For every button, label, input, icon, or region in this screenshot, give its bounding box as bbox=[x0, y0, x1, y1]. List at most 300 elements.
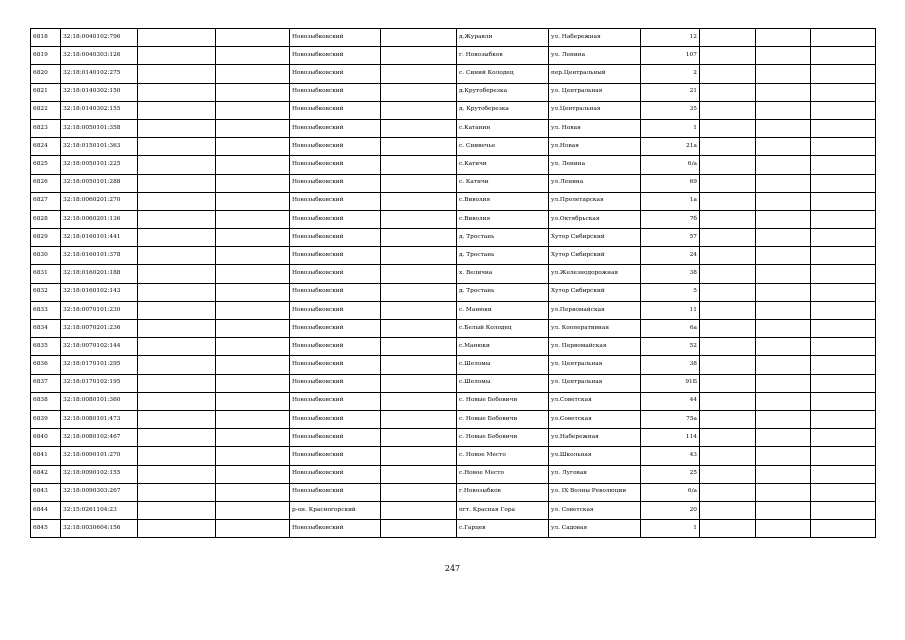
cell-settlement: с.Катанин bbox=[457, 119, 549, 137]
cell-empty bbox=[216, 229, 290, 247]
cell-row-number: 6845 bbox=[31, 520, 61, 538]
cell-settlement: с. Новое Место bbox=[457, 447, 549, 465]
cell-street: ул.Советская bbox=[549, 410, 641, 428]
cell-empty bbox=[700, 520, 756, 538]
cell-empty bbox=[216, 83, 290, 101]
cell-empty bbox=[138, 465, 216, 483]
cell-settlement: д. Тростань bbox=[457, 283, 549, 301]
cell-district: Новозыбковский bbox=[290, 229, 381, 247]
cell-empty bbox=[381, 174, 457, 192]
cell-cadastral-number: 32:18:0040102:796 bbox=[61, 29, 138, 47]
cell-street: ул. Первомайская bbox=[549, 338, 641, 356]
cell-row-number: 6835 bbox=[31, 338, 61, 356]
cell-cadastral-number: 32:18:0150101:363 bbox=[61, 138, 138, 156]
table-row bbox=[31, 320, 876, 338]
cell-empty bbox=[700, 301, 756, 319]
table-row bbox=[31, 119, 876, 137]
cell-settlement: с. Снивечье bbox=[457, 138, 549, 156]
cell-empty bbox=[700, 229, 756, 247]
cell-empty bbox=[381, 410, 457, 428]
cell-empty bbox=[216, 65, 290, 83]
cell-empty bbox=[756, 119, 811, 137]
cell-empty bbox=[700, 29, 756, 47]
cell-empty bbox=[138, 174, 216, 192]
cell-cadastral-number: 32:18:0070101:230 bbox=[61, 301, 138, 319]
cell-empty bbox=[811, 83, 876, 101]
cell-cadastral-number: 32:18:0080102:467 bbox=[61, 429, 138, 447]
table-row bbox=[31, 301, 876, 319]
cell-empty bbox=[756, 156, 811, 174]
cell-empty bbox=[381, 47, 457, 65]
cell-empty bbox=[216, 356, 290, 374]
cell-row-number: 6842 bbox=[31, 465, 61, 483]
cell-cadastral-number: 32:18:0050101:225 bbox=[61, 156, 138, 174]
cell-empty bbox=[700, 174, 756, 192]
cell-empty bbox=[216, 156, 290, 174]
cell-settlement: х. Велична bbox=[457, 265, 549, 283]
table-row bbox=[31, 83, 876, 101]
cell-empty bbox=[138, 83, 216, 101]
cell-house-number: 12 bbox=[641, 29, 700, 47]
cell-empty bbox=[700, 192, 756, 210]
cell-house-number: 91Б bbox=[641, 374, 700, 392]
cell-empty bbox=[700, 429, 756, 447]
cell-row-number: 6823 bbox=[31, 119, 61, 137]
cell-row-number: 6819 bbox=[31, 47, 61, 65]
table-row bbox=[31, 138, 876, 156]
cell-cadastral-number: 32:18:0140302:150 bbox=[61, 83, 138, 101]
cell-street: ул.Новая bbox=[549, 138, 641, 156]
cell-settlement: д. Тростань bbox=[457, 247, 549, 265]
cell-empty bbox=[700, 392, 756, 410]
table-row bbox=[31, 192, 876, 210]
cell-cadastral-number: 32:18:0090102:155 bbox=[61, 465, 138, 483]
cell-district: Новозыбковский bbox=[290, 192, 381, 210]
cell-empty bbox=[811, 65, 876, 83]
cell-empty bbox=[756, 301, 811, 319]
cell-empty bbox=[381, 138, 457, 156]
cell-empty bbox=[700, 210, 756, 228]
cell-district: Новозыбковский bbox=[290, 156, 381, 174]
cell-district: Новозыбковский bbox=[290, 301, 381, 319]
cell-settlement: с. Синий Колодец bbox=[457, 65, 549, 83]
table-row bbox=[31, 101, 876, 119]
table-body bbox=[31, 29, 876, 538]
cell-empty bbox=[700, 356, 756, 374]
cell-district: Новозыбковский bbox=[290, 520, 381, 538]
cell-cadastral-number: 32:18:0060201:136 bbox=[61, 210, 138, 228]
cell-empty bbox=[381, 119, 457, 137]
cell-empty bbox=[138, 374, 216, 392]
table-row bbox=[31, 392, 876, 410]
cell-house-number: 6/а bbox=[641, 156, 700, 174]
cell-empty bbox=[756, 392, 811, 410]
cell-cadastral-number: 32:18:0030604:156 bbox=[61, 520, 138, 538]
cell-cadastral-number: 32:18:0040303:126 bbox=[61, 47, 138, 65]
cell-empty bbox=[700, 483, 756, 501]
cell-empty bbox=[811, 101, 876, 119]
cell-empty bbox=[811, 301, 876, 319]
cell-empty bbox=[811, 47, 876, 65]
cell-empty bbox=[811, 356, 876, 374]
cell-row-number: 6820 bbox=[31, 65, 61, 83]
cell-district: Новозыбковский bbox=[290, 101, 381, 119]
cell-house-number: 69 bbox=[641, 174, 700, 192]
cell-empty bbox=[216, 192, 290, 210]
table-row bbox=[31, 410, 876, 428]
cell-settlement: с. Манюки bbox=[457, 301, 549, 319]
cell-empty bbox=[700, 119, 756, 137]
cell-empty bbox=[811, 338, 876, 356]
cell-empty bbox=[138, 192, 216, 210]
cell-empty bbox=[756, 265, 811, 283]
cell-district: Новозыбковский bbox=[290, 29, 381, 47]
cell-district: Новозыбковский bbox=[290, 119, 381, 137]
cell-empty bbox=[811, 501, 876, 519]
cell-house-number: 6а bbox=[641, 320, 700, 338]
cell-empty bbox=[811, 119, 876, 137]
cell-cadastral-number: 32:18:0160101:441 bbox=[61, 229, 138, 247]
cell-empty bbox=[216, 320, 290, 338]
cell-house-number: 52 bbox=[641, 338, 700, 356]
cell-empty bbox=[756, 374, 811, 392]
cell-house-number: 2 bbox=[641, 65, 700, 83]
cell-settlement: с.Виволия bbox=[457, 210, 549, 228]
cell-house-number: 44 bbox=[641, 392, 700, 410]
cell-empty bbox=[756, 174, 811, 192]
cell-empty bbox=[756, 29, 811, 47]
cell-cadastral-number: 32:18:0080101:360 bbox=[61, 392, 138, 410]
cell-settlement: с.Белый Колодец bbox=[457, 320, 549, 338]
table-row bbox=[31, 156, 876, 174]
cell-district: Новозыбковский bbox=[290, 83, 381, 101]
cell-empty bbox=[811, 174, 876, 192]
table-row bbox=[31, 47, 876, 65]
cell-street: ул.Пролетарская bbox=[549, 192, 641, 210]
cell-empty bbox=[138, 156, 216, 174]
cell-street: ул. Садовая bbox=[549, 520, 641, 538]
cell-street: ул.Первомайская bbox=[549, 301, 641, 319]
cell-empty bbox=[216, 29, 290, 47]
cell-row-number: 6827 bbox=[31, 192, 61, 210]
cell-cadastral-number: 32:18:0060201:270 bbox=[61, 192, 138, 210]
cell-empty bbox=[811, 29, 876, 47]
cell-empty bbox=[811, 156, 876, 174]
cell-empty bbox=[216, 465, 290, 483]
cell-empty bbox=[811, 410, 876, 428]
cell-district: Новозыбковский bbox=[290, 320, 381, 338]
cell-empty bbox=[756, 483, 811, 501]
cell-row-number: 6824 bbox=[31, 138, 61, 156]
cell-empty bbox=[381, 392, 457, 410]
cell-empty bbox=[381, 374, 457, 392]
table-row bbox=[31, 465, 876, 483]
cell-district: Новозыбковский bbox=[290, 174, 381, 192]
cell-empty bbox=[811, 447, 876, 465]
cell-cadastral-number: 32:18:0070102:144 bbox=[61, 338, 138, 356]
table-row bbox=[31, 247, 876, 265]
cell-empty bbox=[216, 119, 290, 137]
cell-empty bbox=[216, 374, 290, 392]
cell-row-number: 6828 bbox=[31, 210, 61, 228]
cell-street: ул. Центральная bbox=[549, 83, 641, 101]
cell-empty bbox=[138, 265, 216, 283]
cell-empty bbox=[138, 229, 216, 247]
cell-empty bbox=[756, 283, 811, 301]
cell-empty bbox=[216, 301, 290, 319]
cell-district: Новозыбковский bbox=[290, 465, 381, 483]
cell-street: Хутор Сибирский bbox=[549, 283, 641, 301]
cell-house-number: 38 bbox=[641, 265, 700, 283]
cell-empty bbox=[756, 465, 811, 483]
cell-row-number: 6832 bbox=[31, 283, 61, 301]
cell-row-number: 6836 bbox=[31, 356, 61, 374]
cell-empty bbox=[700, 47, 756, 65]
cell-empty bbox=[381, 283, 457, 301]
cell-empty bbox=[700, 320, 756, 338]
cell-district: Новозыбковский bbox=[290, 247, 381, 265]
cell-house-number: 1 bbox=[641, 119, 700, 137]
cell-cadastral-number: 32:18:0160101:378 bbox=[61, 247, 138, 265]
cell-house-number: 20 bbox=[641, 501, 700, 519]
cell-empty bbox=[811, 520, 876, 538]
cell-empty bbox=[381, 101, 457, 119]
cell-street: ул.Школьная bbox=[549, 447, 641, 465]
cell-street: ул. Набережная bbox=[549, 29, 641, 47]
cell-empty bbox=[138, 210, 216, 228]
cell-street: ул.Октябрьская bbox=[549, 210, 641, 228]
cell-cadastral-number: 32:18:0160102:143 bbox=[61, 283, 138, 301]
cell-settlement: д. Крутоберезка bbox=[457, 101, 549, 119]
cell-street: ул.Железнодорожная bbox=[549, 265, 641, 283]
cell-empty bbox=[138, 47, 216, 65]
cell-district: Новозыбковский bbox=[290, 65, 381, 83]
cell-house-number: 5 bbox=[641, 283, 700, 301]
cell-district: Новозыбковский bbox=[290, 374, 381, 392]
cell-empty bbox=[811, 374, 876, 392]
cell-empty bbox=[381, 520, 457, 538]
cell-house-number: 24 bbox=[641, 247, 700, 265]
cell-empty bbox=[138, 138, 216, 156]
cell-empty bbox=[700, 265, 756, 283]
cell-street: ул. Центральная bbox=[549, 356, 641, 374]
cell-empty bbox=[381, 192, 457, 210]
cell-row-number: 6822 bbox=[31, 101, 61, 119]
cell-row-number: 6840 bbox=[31, 429, 61, 447]
cell-empty bbox=[756, 520, 811, 538]
table-row bbox=[31, 29, 876, 47]
cell-empty bbox=[756, 192, 811, 210]
cell-street: пер.Центральный bbox=[549, 65, 641, 83]
cell-empty bbox=[700, 247, 756, 265]
cell-empty bbox=[216, 138, 290, 156]
cell-empty bbox=[381, 320, 457, 338]
cell-house-number: 114 bbox=[641, 429, 700, 447]
cell-empty bbox=[216, 520, 290, 538]
cell-cadastral-number: 32:18:0080101:473 bbox=[61, 410, 138, 428]
cell-district: Новозыбковский bbox=[290, 483, 381, 501]
cell-empty bbox=[756, 410, 811, 428]
cell-settlement: д.Крутоберезка bbox=[457, 83, 549, 101]
cell-empty bbox=[756, 320, 811, 338]
cell-empty bbox=[381, 338, 457, 356]
cell-row-number: 6839 bbox=[31, 410, 61, 428]
cell-empty bbox=[756, 210, 811, 228]
cell-district: Новозыбковский bbox=[290, 356, 381, 374]
cell-row-number: 6833 bbox=[31, 301, 61, 319]
cell-street: Хутор Сибирский bbox=[549, 229, 641, 247]
cell-empty bbox=[811, 247, 876, 265]
cell-row-number: 6826 bbox=[31, 174, 61, 192]
cell-empty bbox=[138, 483, 216, 501]
cell-district: Новозыбковский bbox=[290, 265, 381, 283]
cell-cadastral-number: 32:18:0070201:236 bbox=[61, 320, 138, 338]
cell-empty bbox=[811, 320, 876, 338]
cell-empty bbox=[381, 447, 457, 465]
cell-empty bbox=[138, 65, 216, 83]
cell-row-number: 6830 bbox=[31, 247, 61, 265]
table-row bbox=[31, 501, 876, 519]
cell-row-number: 6818 bbox=[31, 29, 61, 47]
table-row bbox=[31, 265, 876, 283]
cell-empty bbox=[756, 356, 811, 374]
cell-empty bbox=[138, 392, 216, 410]
cell-empty bbox=[381, 229, 457, 247]
cell-empty bbox=[756, 138, 811, 156]
cell-empty bbox=[381, 265, 457, 283]
cell-empty bbox=[700, 65, 756, 83]
cell-empty bbox=[216, 410, 290, 428]
cell-settlement: г.Новозыбков bbox=[457, 483, 549, 501]
table-row bbox=[31, 210, 876, 228]
cell-row-number: 6843 bbox=[31, 483, 61, 501]
cell-empty bbox=[381, 483, 457, 501]
cell-empty bbox=[381, 247, 457, 265]
cell-empty bbox=[756, 247, 811, 265]
cell-empty bbox=[138, 410, 216, 428]
cell-settlement: пгт. Красная Гора bbox=[457, 501, 549, 519]
cell-settlement: д.Журавли bbox=[457, 29, 549, 47]
cell-cadastral-number: 32:18:0090303:267 bbox=[61, 483, 138, 501]
table-row bbox=[31, 356, 876, 374]
cell-empty bbox=[811, 483, 876, 501]
cell-house-number: 21а bbox=[641, 138, 700, 156]
cell-cadastral-number: 32:18:0140102:275 bbox=[61, 65, 138, 83]
cell-empty bbox=[811, 138, 876, 156]
cell-street: ул. Советская bbox=[549, 501, 641, 519]
cell-empty bbox=[700, 465, 756, 483]
cell-empty bbox=[700, 138, 756, 156]
cell-street: ул. IX Волны Революции bbox=[549, 483, 641, 501]
cell-empty bbox=[700, 156, 756, 174]
cell-district: Новозыбковский bbox=[290, 447, 381, 465]
cell-house-number: 21 bbox=[641, 83, 700, 101]
cell-empty bbox=[138, 320, 216, 338]
cell-cadastral-number: 32:18:0050101:358 bbox=[61, 119, 138, 137]
cell-settlement: с. Новые Бобовичи bbox=[457, 429, 549, 447]
cell-district: Новозыбковский bbox=[290, 338, 381, 356]
cell-cadastral-number: 32:18:0170101:295 bbox=[61, 356, 138, 374]
cell-empty bbox=[138, 447, 216, 465]
cell-house-number: 75а bbox=[641, 410, 700, 428]
cell-cadastral-number: 32:15:0261104:23 bbox=[61, 501, 138, 519]
cell-row-number: 6841 bbox=[31, 447, 61, 465]
cell-empty bbox=[811, 210, 876, 228]
table-row bbox=[31, 374, 876, 392]
cell-house-number: 25 bbox=[641, 465, 700, 483]
cell-empty bbox=[756, 447, 811, 465]
cell-empty bbox=[700, 410, 756, 428]
page-number: 247 bbox=[444, 564, 461, 573]
cell-street: ул. Кооперативная bbox=[549, 320, 641, 338]
cell-settlement: с.Шеломы bbox=[457, 356, 549, 374]
cell-row-number: 6821 bbox=[31, 83, 61, 101]
cell-empty bbox=[756, 83, 811, 101]
cell-house-number: 43 bbox=[641, 447, 700, 465]
cell-empty bbox=[756, 429, 811, 447]
table-row bbox=[31, 338, 876, 356]
cell-house-number: 11 bbox=[641, 301, 700, 319]
cell-empty bbox=[138, 429, 216, 447]
cell-settlement: д. Тростань bbox=[457, 229, 549, 247]
cell-empty bbox=[756, 101, 811, 119]
cell-empty bbox=[811, 192, 876, 210]
cell-empty bbox=[381, 501, 457, 519]
table-row bbox=[31, 65, 876, 83]
table-row bbox=[31, 229, 876, 247]
cell-empty bbox=[811, 429, 876, 447]
cell-settlement: с.Шеломы bbox=[457, 374, 549, 392]
cell-district: Новозыбковский bbox=[290, 392, 381, 410]
cell-empty bbox=[138, 520, 216, 538]
cell-empty bbox=[700, 338, 756, 356]
cell-settlement: с.Виволия bbox=[457, 192, 549, 210]
cell-empty bbox=[381, 156, 457, 174]
cell-street: ул. Луговая bbox=[549, 465, 641, 483]
cell-empty bbox=[216, 447, 290, 465]
cell-empty bbox=[216, 483, 290, 501]
cell-empty bbox=[700, 101, 756, 119]
cell-house-number: 38 bbox=[641, 356, 700, 374]
cell-empty bbox=[700, 447, 756, 465]
cell-district: Новозыбковский bbox=[290, 429, 381, 447]
cell-empty bbox=[756, 338, 811, 356]
cell-empty bbox=[381, 429, 457, 447]
cell-house-number: 7б bbox=[641, 210, 700, 228]
cell-empty bbox=[216, 501, 290, 519]
cell-settlement: с.Манюки bbox=[457, 338, 549, 356]
cell-street: Хутор Сибирский bbox=[549, 247, 641, 265]
cell-house-number: 57 bbox=[641, 229, 700, 247]
cell-house-number: 1а bbox=[641, 192, 700, 210]
cell-street: ул.Набережная bbox=[549, 429, 641, 447]
cell-settlement: г. Новозыбков bbox=[457, 47, 549, 65]
cell-empty bbox=[138, 101, 216, 119]
cell-empty bbox=[811, 229, 876, 247]
cell-empty bbox=[138, 338, 216, 356]
cell-empty bbox=[216, 265, 290, 283]
cell-empty bbox=[138, 29, 216, 47]
cell-empty bbox=[216, 429, 290, 447]
cell-district: Новозыбковский bbox=[290, 283, 381, 301]
cell-district: Новозыбковский bbox=[290, 47, 381, 65]
cell-row-number: 6834 bbox=[31, 320, 61, 338]
table-row bbox=[31, 429, 876, 447]
cell-empty bbox=[381, 465, 457, 483]
cell-house-number: 6/а bbox=[641, 483, 700, 501]
cell-empty bbox=[381, 65, 457, 83]
cell-empty bbox=[381, 83, 457, 101]
